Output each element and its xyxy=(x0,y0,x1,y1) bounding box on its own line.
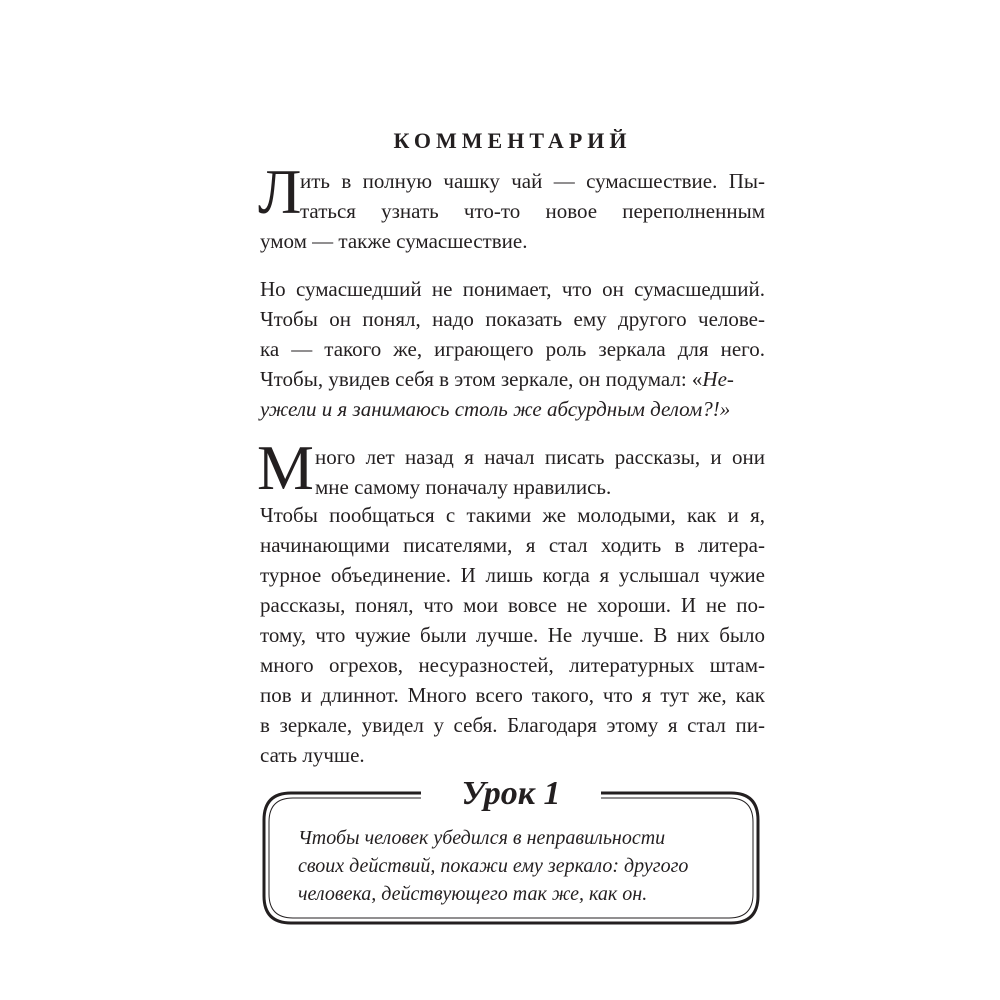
lesson-text-line: человека, действующего так же, как он. xyxy=(298,883,648,905)
lesson-text-line: своих действий, покажи ему зеркало: другого xyxy=(298,855,689,877)
text-line: рассказы, понял, что мои вовсе не хороши. И не по- xyxy=(260,593,765,617)
text-line: ить в полную чашку чай — сумасшествие. Пы- xyxy=(300,169,765,193)
italic-text-segment: Не- xyxy=(702,367,734,391)
text-line: много огрехов, несуразностей, литературных штам- xyxy=(260,653,765,677)
text-line xyxy=(260,364,765,394)
italic-quote: ужели и я занимаюсь столь же абсурдным делом?!» xyxy=(260,397,731,421)
text-line: Чтобы он понял, надо показать ему другого челове- xyxy=(260,307,765,331)
lesson-title: Урок 1 xyxy=(461,775,561,812)
text-line: Но сумасшедший не понимает, что он сумасшедший. xyxy=(260,277,765,301)
text-line: тому, что чужие были лучше. Не лучше. В них было xyxy=(260,623,765,647)
text-line: ного лет назад я начал писать рассказы, и они xyxy=(315,445,765,469)
text-line: турное объединение. И лишь когда я услышал чужие xyxy=(260,563,765,587)
text-line: ка — такого же, играющего роль зеркала для него. xyxy=(260,337,765,361)
text-line: мне самому поначалу нравились. xyxy=(315,475,612,499)
text-line: сать лучше. xyxy=(260,743,365,767)
italic-text-line xyxy=(260,394,765,424)
lesson-text-line: Чтобы человек убедился в неправильности xyxy=(298,827,666,849)
text-line: пов и длиннот. Много всего такого, что я тут же, как xyxy=(260,683,765,707)
section-heading: КОММЕНТАРИЙ xyxy=(393,128,632,153)
text-line: в зеркале, увидел у себя. Благодаря этому я стал пи- xyxy=(260,713,765,737)
lesson-box xyxy=(261,775,761,926)
text-line: таться узнать что-то новое переполненным xyxy=(300,199,765,223)
dropcap-letter: Л xyxy=(258,156,302,227)
dropcap-letter: М xyxy=(257,432,314,503)
text-line: начинающими писателями, я стал ходить в литера- xyxy=(260,533,765,557)
text-segment: Чтобы, увидев себя в этом зеркале, он подумал: « xyxy=(260,367,703,391)
text-line: умом — также сумасшествие. xyxy=(260,229,528,253)
text-line: Чтобы пообщаться с такими же молодыми, как и я, xyxy=(260,503,765,527)
